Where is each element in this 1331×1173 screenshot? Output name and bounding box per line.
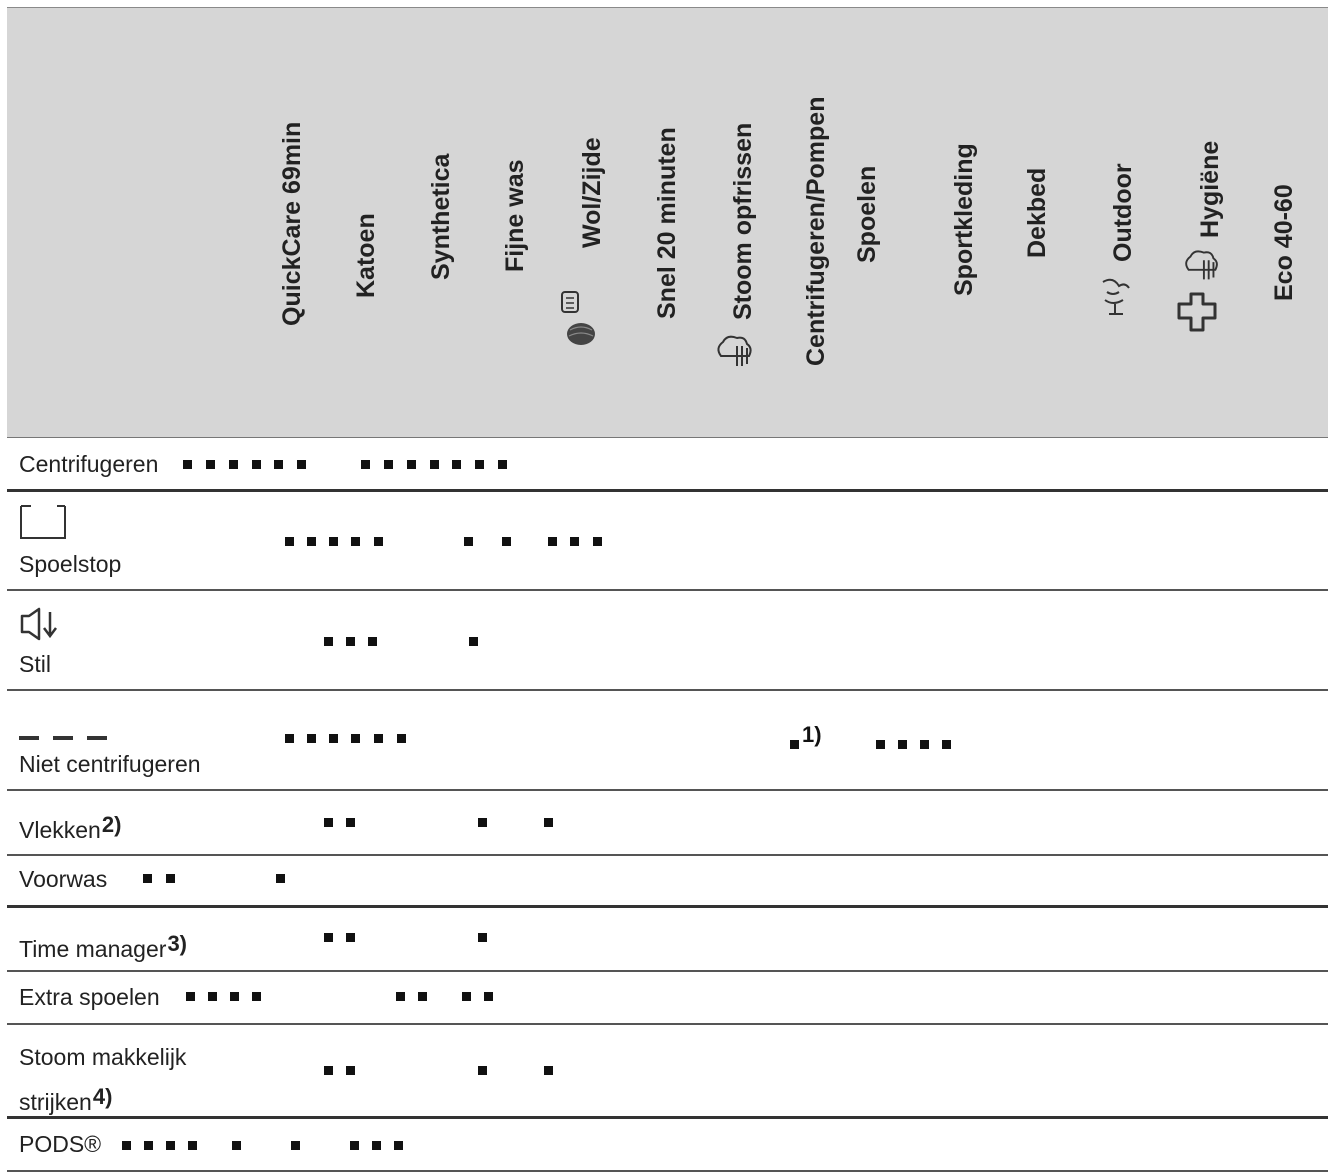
availability-mark [324,637,333,646]
row-divider [7,1023,1328,1025]
column-label-quickcare: QuickCare 69min [278,121,306,326]
availability-mark [285,537,294,546]
footnote-marker: 3) [167,931,187,956]
availability-mark [350,1141,359,1150]
availability-mark [188,1141,197,1150]
availability-mark [593,537,602,546]
row-divider [7,970,1328,972]
row-divider [7,854,1328,856]
row-divider [7,689,1328,691]
availability-mark [462,992,471,1001]
availability-mark [346,1066,355,1075]
row-label-spoelstop: Spoelstop [19,551,122,577]
availability-mark [394,1141,403,1150]
column-label-eco-40-60: Eco 40-60 [1270,184,1298,301]
column-label-wol-zijde: Wol/Zijde [578,137,606,248]
availability-mark [368,637,377,646]
row-divider [7,489,1328,492]
row-label-centrifugeren: Centrifugeren [19,451,159,477]
availability-mark [351,734,360,743]
availability-mark [920,740,929,749]
row-label-voorwas: Voorwas [19,866,108,892]
availability-mark [232,1141,241,1150]
availability-mark [942,740,951,749]
row-divider [7,905,1328,908]
availability-mark [469,637,478,646]
availability-mark [876,740,885,749]
availability-mark [329,734,338,743]
availability-mark [498,460,507,469]
availability-mark [229,460,238,469]
availability-mark [407,460,416,469]
row-label-extra-spoelen: Extra spoelen [19,984,160,1010]
row-divider [7,437,1328,438]
availability-mark [230,992,239,1001]
hygiene-cross-icon [1177,290,1219,339]
row-divider [7,789,1328,791]
availability-mark [351,537,360,546]
availability-mark [166,874,175,883]
availability-mark [430,460,439,469]
silent-speaker-icon [19,606,61,647]
availability-mark [396,992,405,1001]
availability-mark [397,734,406,743]
column-label-dekbed: Dekbed [1023,167,1051,258]
row-label-pods: PODS® [19,1131,102,1157]
availability-mark [374,537,383,546]
column-label-stoom-opfrissen: Stoom opfrissen [729,122,757,320]
availability-mark [186,992,195,1001]
row-label-stoom-strijken: Stoom makkelijk strijken$^{4)}$ [19,1044,187,1115]
outdoor-icon [1097,274,1133,323]
availability-mark [361,460,370,469]
footnote-marker: 4) [92,1084,113,1109]
column-label-fijne-was: Fijne was [501,159,529,272]
availability-mark [374,734,383,743]
availability-mark [346,637,355,646]
availability-mark [276,874,285,883]
availability-mark [478,1066,487,1075]
row-divider [7,1170,1328,1172]
availability-mark [790,740,799,749]
availability-mark [464,537,473,546]
availability-mark [570,537,579,546]
table-header [7,7,1328,438]
row-label-time-manager: Time manager$^{3)}$ [19,931,187,962]
column-label-centrifugeren-pompen: Centrifugeren/Pompen [802,96,830,366]
availability-mark [548,537,557,546]
column-label-outdoor: Outdoor [1109,163,1137,262]
availability-mark [307,734,316,743]
no-spin-icon [19,729,109,747]
row-label-vlekken: Vlekken$^{2)}$ [19,812,122,843]
column-label-katoen: Katoen [352,213,380,298]
availability-mark [285,734,294,743]
column-label-spoelen: Spoelen [853,165,881,263]
availability-mark [324,933,333,942]
availability-mark [143,874,152,883]
availability-mark [478,933,487,942]
column-label-hygiene: Hygiëne [1196,140,1224,238]
availability-mark [346,933,355,942]
availability-mark [384,460,393,469]
footnote-marker: 2) [101,812,122,837]
availability-mark [307,537,316,546]
availability-mark [252,992,261,1001]
availability-mark [324,818,333,827]
availability-mark [166,1141,175,1150]
wool-silk-icon [560,288,602,355]
availability-mark [324,1066,333,1075]
availability-mark [475,460,484,469]
row-label-niet-centrifugeren: Niet centrifugeren [19,751,201,777]
column-label-sportkleding: Sportkleding [950,143,978,296]
row-divider [7,589,1328,591]
availability-mark [544,818,553,827]
column-label-synthetica: Synthetica [427,153,455,280]
availability-mark [208,992,217,1001]
availability-mark [484,992,493,1001]
row-label-stil: Stil [19,651,51,677]
availability-mark [274,460,283,469]
availability-mark [122,1141,131,1150]
availability-mark [329,537,338,546]
availability-mark [252,460,261,469]
availability-mark [478,818,487,827]
availability-mark [206,460,215,469]
hygiene-steam-icon [1181,244,1223,293]
availability-mark [452,460,461,469]
availability-mark [418,992,427,1001]
availability-mark [544,1066,553,1075]
column-label-snel-20: Snel 20 minuten [653,127,681,319]
availability-mark [346,818,355,827]
availability-mark [183,460,192,469]
availability-mark [502,537,511,546]
steam-icon [713,330,757,379]
availability-mark [144,1141,153,1150]
footnote-marker: 1) [802,722,822,747]
availability-mark [291,1141,300,1150]
rinse-hold-icon [19,504,69,547]
availability-mark [898,740,907,749]
availability-mark [297,460,306,469]
availability-mark [372,1141,381,1150]
